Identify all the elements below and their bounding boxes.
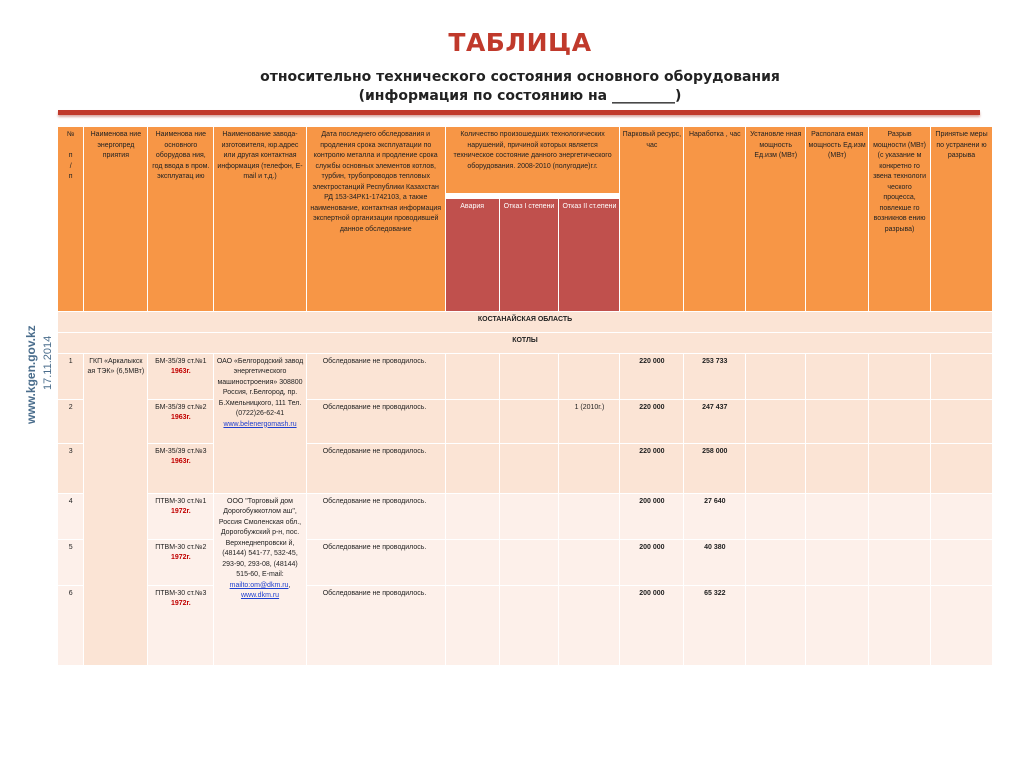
row-gap xyxy=(869,585,931,665)
title-divider xyxy=(58,110,980,115)
header-park: Парковый ресурс, час xyxy=(620,127,684,312)
row-park: 220 000 xyxy=(620,353,684,399)
table-row xyxy=(58,585,993,665)
manufacturer-1-text: ОАО «Белгородский завод энергетического машиностроения» 308800 Россия, г.Белгород, пр. Б.Хмельницкого, 111 Тел.(0722)26-62-41 xyxy=(216,357,304,417)
row-fail1 xyxy=(499,399,559,443)
row-fail1 xyxy=(499,539,559,585)
row-runtime: 247 437 xyxy=(684,399,746,443)
row-equipment xyxy=(148,585,214,665)
row-fail1 xyxy=(499,585,559,665)
header-inspection: Дата последнего обследования и продления срока эксплуатации по контролю металла и продление срока службы основных элементов котлов, турбин, трубопроводов тепловых электростанций Республики Казахстан РД 153-34РК1-1742103, а также наименование, контактная информация экспертной организации проводившей данное обследование xyxy=(306,127,445,312)
equipment-year: 1963г. xyxy=(170,414,191,421)
row-accident xyxy=(445,585,499,665)
region-row xyxy=(58,311,993,332)
manufacturer-2: ООО "Торговый дом Дорогобужкотлом аш", Россия Смоленская обл., Дорогобужский р-н, пос. Верхнеднепровски й, (48144) 541-77, 532-45, 293-90, 293-08, (48144) 515-60, E-mail: mailto:om@dkm.ru, www.dkm.ru xyxy=(214,493,306,665)
equipment-name: БМ-35/39 ст.№3 xyxy=(155,447,207,455)
manufacturer-2-text: ООО "Торговый дом Дорогобужкотлом аш", Россия Смоленская обл., Дорогобужский р-н, пос. Верхнеднепровски й, (48144) 541-77, 532-45, 293-90, 293-08, (48144) 515-60, E-mail: xyxy=(218,497,302,578)
row-park: 200 000 xyxy=(620,539,684,585)
row-accident xyxy=(445,443,499,493)
row-inspection: Обследование не проводилось. xyxy=(306,399,445,443)
row-installed xyxy=(746,353,806,399)
row-accident xyxy=(445,353,499,399)
table-row xyxy=(58,443,993,493)
row-num: 5 xyxy=(58,539,84,585)
row-available xyxy=(806,539,869,585)
row-runtime: 65 322 xyxy=(684,585,746,665)
row-inspection: Обследование не проводилось. xyxy=(306,585,445,665)
subtitle-line-2: (информация по состоянию на _________) xyxy=(358,88,682,104)
row-installed xyxy=(746,585,806,665)
row-accident xyxy=(445,493,499,539)
header-company: Наименова ние энергопред приятия xyxy=(84,127,148,312)
row-inspection: Обследование не проводилось. xyxy=(306,443,445,493)
subtitle-line-1: относительно технического состояния основного оборудования xyxy=(260,69,780,85)
manufacturer-1-link[interactable]: www.belenergomash.ru xyxy=(223,420,297,428)
row-park: 200 000 xyxy=(620,585,684,665)
header-fail2: Отказ II ст.епени xyxy=(559,196,620,311)
header-accident: Авария xyxy=(445,196,499,311)
row-fail1 xyxy=(499,353,559,399)
row-park: 220 000 xyxy=(620,399,684,443)
side-site-text: www.kgen.gov.kz xyxy=(24,325,38,424)
page-title: ТАБЛИЦА xyxy=(448,28,592,57)
row-num: 2 xyxy=(58,399,84,443)
equipment-table xyxy=(57,126,993,666)
header-equipment: Наименова ние основного оборудова ния, год ввода в пром. эксплуатац ию xyxy=(148,127,214,312)
row-num: 6 xyxy=(58,585,84,665)
equipment-year: 1963г. xyxy=(170,458,191,465)
header-installed: Установле нная мощность Ед.изм (МВт) xyxy=(746,127,806,312)
header-runtime: Наработка , час xyxy=(684,127,746,312)
row-equipment xyxy=(148,399,214,443)
header-measures: Принятые меры по устранени ю разрыва xyxy=(931,127,993,312)
header-num: № п / п xyxy=(58,127,84,312)
row-fail2: 1 (2010г.) xyxy=(559,399,620,443)
row-runtime: 27 640 xyxy=(684,493,746,539)
row-measures xyxy=(931,585,993,665)
header-manufacturer: Наименование завода-изготовителя, юр.адрес или другая контактная информация (телефон, E-mail и т.д.) xyxy=(214,127,306,312)
manufacturer-2-email-link[interactable]: mailto:om@dkm.ru xyxy=(229,581,289,589)
row-equipment xyxy=(148,353,214,399)
row-runtime: 40 380 xyxy=(684,539,746,585)
row-available xyxy=(806,493,869,539)
row-gap xyxy=(869,399,931,443)
equipment-year: 1972г. xyxy=(170,508,191,515)
row-installed xyxy=(746,399,806,443)
row-accident xyxy=(445,399,499,443)
table-row xyxy=(58,399,993,443)
section-row xyxy=(58,332,993,353)
row-available xyxy=(806,399,869,443)
table-header-row xyxy=(58,127,993,197)
row-fail1 xyxy=(499,443,559,493)
row-gap xyxy=(869,443,931,493)
row-fail2 xyxy=(559,539,620,585)
row-installed xyxy=(746,493,806,539)
row-measures xyxy=(931,493,993,539)
table-row xyxy=(58,353,993,399)
row-measures xyxy=(931,539,993,585)
row-inspection: Обследование не проводилось. xyxy=(306,353,445,399)
row-park: 200 000 xyxy=(620,493,684,539)
row-available xyxy=(806,353,869,399)
row-fail2 xyxy=(559,585,620,665)
equipment-year: 1972г. xyxy=(170,600,191,607)
row-measures xyxy=(931,443,993,493)
row-inspection: Обследование не проводилось. xyxy=(306,539,445,585)
equipment-name: ПТВМ-30 ст.№1 xyxy=(155,497,207,505)
table-row xyxy=(58,539,993,585)
row-available xyxy=(806,443,869,493)
row-equipment xyxy=(148,539,214,585)
row-accident xyxy=(445,539,499,585)
manufacturer-1 xyxy=(214,353,306,493)
company-name: ГКП «Аркалыкск ая ТЭК» (6,5МВт) xyxy=(84,353,148,665)
side-date-text: 17.11.2014 xyxy=(42,335,54,390)
row-equipment xyxy=(148,493,214,539)
row-runtime: 258 000 xyxy=(684,443,746,493)
equipment-name: БМ-35/39 ст.№1 xyxy=(155,357,207,365)
row-num: 3 xyxy=(58,443,84,493)
table-row xyxy=(58,493,993,539)
region-label: КОСТАНАЙСКАЯ ОБЛАСТЬ xyxy=(58,311,993,332)
equipment-name: ПТВМ-30 ст.№3 xyxy=(155,589,207,597)
row-installed xyxy=(746,539,806,585)
header-gap: Разрыв мощности (МВт) (с указание м конкретно го звена технологи ческого процесса, повлекше го возникнов ению разрыва) xyxy=(869,127,931,312)
row-fail1 xyxy=(499,493,559,539)
row-fail2 xyxy=(559,443,620,493)
equipment-year: 1963г. xyxy=(170,368,191,375)
row-gap xyxy=(869,539,931,585)
section-label: КОТЛЫ xyxy=(58,332,993,353)
equipment-year: 1972г. xyxy=(170,554,191,561)
row-inspection: Обследование не проводилось. xyxy=(306,493,445,539)
page-subtitle xyxy=(0,68,1024,106)
row-num: 1 xyxy=(58,353,84,399)
row-measures xyxy=(931,399,993,443)
row-available xyxy=(806,585,869,665)
equipment-name: ПТВМ-30 ст.№2 xyxy=(155,543,207,551)
row-equipment xyxy=(148,443,214,493)
header-available: Располага емая мощность Ед.изм (МВт) xyxy=(806,127,869,312)
row-gap xyxy=(869,493,931,539)
side-watermark xyxy=(10,300,58,430)
header-fail1: Отказ I степени xyxy=(499,196,559,311)
row-fail2 xyxy=(559,353,620,399)
row-measures xyxy=(931,353,993,399)
row-installed xyxy=(746,443,806,493)
equipment-name: БМ-35/39 ст.№2 xyxy=(155,403,207,411)
row-park: 220 000 xyxy=(620,443,684,493)
row-gap xyxy=(869,353,931,399)
row-runtime: 253 733 xyxy=(684,353,746,399)
header-violations: Количество произошедших технологических нарушений, причиной которых является техническое состояние данного энергетического оборудования. 2008-2010 (полугодие)г.г. xyxy=(445,127,620,197)
row-fail2 xyxy=(559,493,620,539)
manufacturer-2-site-link[interactable]: www.dkm.ru xyxy=(240,592,280,599)
row-num: 4 xyxy=(58,493,84,539)
